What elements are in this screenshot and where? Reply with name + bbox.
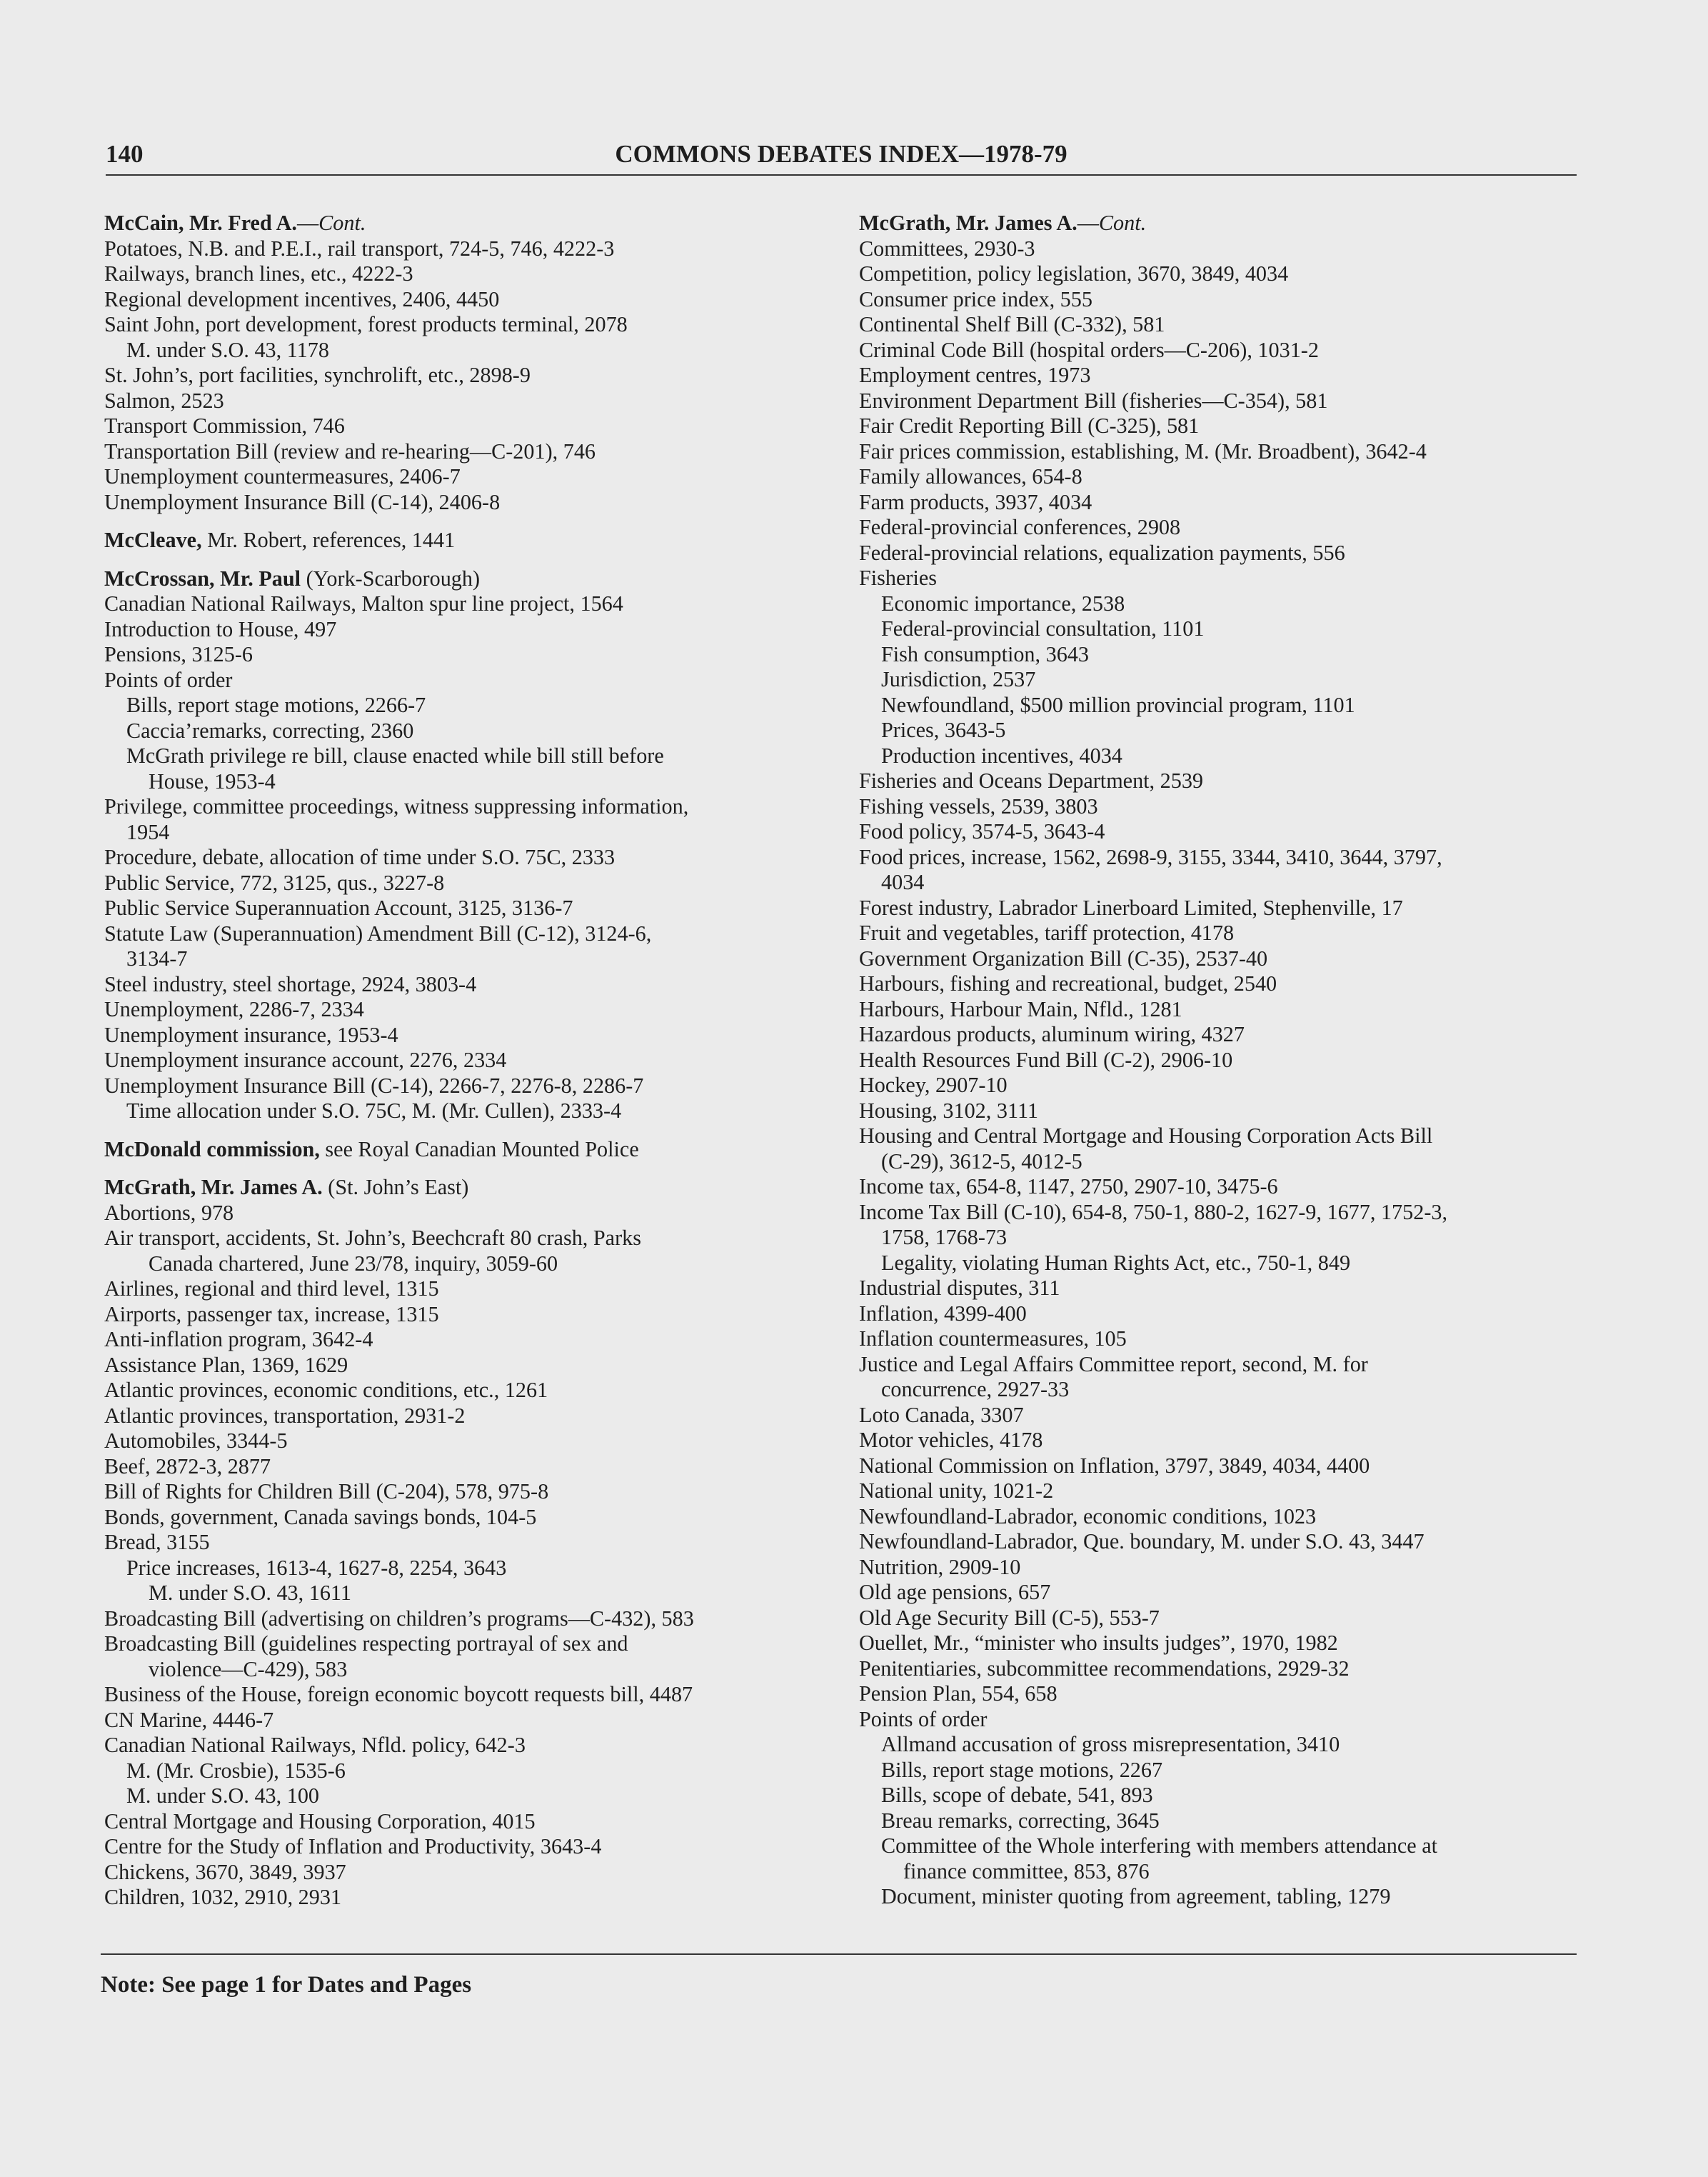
index-entry: M. (Mr. Crosbie), 1535-6 [126, 1758, 346, 1783]
index-entry: Fair Credit Reporting Bill (C-325), 581 [859, 414, 1200, 438]
index-entry: Unemployment countermeasures, 2406-7 [104, 464, 461, 489]
index-entry: finance committee, 853, 876 [903, 1858, 1150, 1883]
index-entry: Privilege, committee proceedings, witness suppressing information, [104, 794, 689, 819]
index-entry: Broadcasting Bill (advertising on children’s programs—C-432), 583 [104, 1606, 694, 1631]
heading-name: McCain, Mr. Fred A. [104, 211, 297, 235]
heading-continued: Cont. [1098, 211, 1147, 235]
index-entry: Fisheries [859, 566, 938, 590]
index-entry: Old age pensions, 657 [859, 1580, 1051, 1604]
index-entry: 1954 [126, 819, 170, 844]
index-entry: Atlantic provinces, economic conditions, etc., 1261 [104, 1378, 548, 1402]
page-header [106, 140, 1577, 176]
heading-name: McCleave, [104, 528, 202, 552]
index-entry: Railways, branch lines, etc., 4222-3 [104, 261, 413, 286]
index-entry: Unemployment, 2286-7, 2334 [104, 997, 364, 1021]
index-heading [104, 528, 833, 554]
index-entry: M. under S.O. 43, 1178 [126, 337, 329, 362]
index-entry: Housing, 3102, 3111 [859, 1098, 1039, 1123]
index-entry: 3134-7 [126, 946, 188, 971]
index-entry: Salmon, 2523 [104, 388, 224, 413]
index-entry: Unemployment insurance account, 2276, 2334 [104, 1048, 507, 1072]
index-entry: Canadian National Railways, Nfld. policy, 642-3 [104, 1733, 526, 1757]
index-entry: CN Marine, 4446-7 [104, 1707, 274, 1732]
index-entry: 1758, 1768-73 [881, 1225, 1008, 1249]
index-entry: Federal-provincial conferences, 2908 [859, 515, 1181, 539]
heading-separator: — [1077, 211, 1099, 235]
heading-name: McGrath, Mr. James A. [104, 1175, 323, 1199]
heading-detail: see Royal Canadian Mounted Police [319, 1136, 639, 1161]
index-entry: Economic importance, 2538 [881, 591, 1125, 616]
heading-separator: — [296, 211, 319, 235]
index-entry: Industrial disputes, 311 [859, 1276, 1060, 1300]
index-entry: Regional development incentives, 2406, 4450 [104, 286, 500, 311]
index-entry: Statute Law (Superannuation) Amendment Bill (C-12), 3124-6, [104, 921, 652, 946]
index-entry: Federal-provincial consultation, 1101 [881, 616, 1205, 641]
index-entry: Pensions, 3125-6 [104, 642, 253, 666]
index-entry: Newfoundland, $500 million provincial program, 1101 [881, 692, 1355, 717]
heading-name: McGrath, Mr. James A. [859, 211, 1077, 235]
index-entry: Prices, 3643-5 [881, 718, 1006, 742]
index-entry: Caccia’remarks, correcting, 2360 [126, 718, 414, 743]
index-entry: Justice and Legal Affairs Committee report, second, M. for [859, 1351, 1368, 1376]
index-entry: Bills, report stage motions, 2267 [881, 1757, 1163, 1782]
index-entry: Newfoundland-Labrador, Que. boundary, M. under S.O. 43, 3447 [859, 1529, 1425, 1553]
index-entry: House, 1953-4 [149, 769, 276, 794]
index-entry: Allmand accusation of gross misrepresentation, 3410 [881, 1732, 1340, 1756]
index-entry: Air transport, accidents, St. John’s, Beechcraft 80 crash, Parks [104, 1226, 641, 1250]
index-entry: Unemployment insurance, 1953-4 [104, 1022, 398, 1047]
index-entry: Criminal Code Bill (hospital orders—C-206), 1031-2 [859, 337, 1319, 362]
index-entry: Fair prices commission, establishing, M. (Mr. Broadbent), 3642-4 [859, 439, 1427, 464]
left-column [104, 211, 833, 1911]
index-entry: Canadian National Railways, Malton spur line project, 1564 [104, 591, 623, 616]
heading-detail: (St. John’s East) [322, 1175, 469, 1199]
index-entry: Fish consumption, 3643 [881, 641, 1089, 666]
index-entry: Income tax, 654-8, 1147, 2750, 2907-10, 3475-6 [859, 1174, 1278, 1198]
index-entry: Employment centres, 1973 [859, 363, 1091, 387]
index-heading [104, 1137, 833, 1163]
index-entry: Nutrition, 2909-10 [859, 1554, 1021, 1579]
index-entry: Procedure, debate, allocation of time under S.O. 75C, 2333 [104, 845, 616, 869]
index-entry: Bread, 3155 [104, 1530, 210, 1554]
index-entry: Government Organization Bill (C-35), 2537-40 [859, 946, 1268, 971]
index-entry: Environment Department Bill (fisheries—C-354), 581 [859, 388, 1328, 413]
index-entry: concurrence, 2927-33 [881, 1377, 1070, 1401]
index-entry: Airports, passenger tax, increase, 1315 [104, 1301, 439, 1326]
index-entry: Consumer price index, 555 [859, 286, 1092, 311]
index-entry: Bills, scope of debate, 541, 893 [881, 1783, 1153, 1807]
right-column [859, 211, 1587, 1910]
index-entry: Chickens, 3670, 3849, 3937 [104, 1859, 346, 1884]
index-entry: Old Age Security Bill (C-5), 553-7 [859, 1605, 1160, 1630]
index-entry: Committees, 2930-3 [859, 236, 1035, 261]
index-entry: Time allocation under S.O. 75C, M. (Mr. Cullen), 2333-4 [126, 1098, 622, 1123]
index-entry: Food prices, increase, 1562, 2698-9, 3155, 3344, 3410, 3644, 3797, [859, 844, 1442, 869]
index-entry: Fruit and vegetables, tariff protection, 4178 [859, 921, 1235, 945]
index-entry: Inflation countermeasures, 105 [859, 1326, 1127, 1351]
index-entry: violence—C-429), 583 [149, 1656, 348, 1681]
heading-detail: (York-Scarborough) [301, 566, 481, 591]
index-entry: Jurisdiction, 2537 [881, 667, 1036, 691]
index-entry: Hazardous products, aluminum wiring, 4327 [859, 1022, 1245, 1046]
index-entry: Steel industry, steel shortage, 2924, 3803-4 [104, 971, 477, 996]
index-entry: M. under S.O. 43, 100 [126, 1783, 320, 1808]
index-entry: Beef, 2872-3, 2877 [104, 1453, 271, 1478]
index-entry: Housing and Central Mortgage and Housing Corporation Acts Bill [859, 1123, 1433, 1148]
index-heading [104, 566, 833, 592]
index-entry: 4034 [881, 870, 925, 894]
index-entry: Bills, report stage motions, 2266-7 [126, 693, 426, 717]
index-entry: Harbours, Harbour Main, Nfld., 1281 [859, 996, 1182, 1021]
index-entry: Broadcasting Bill (guidelines respecting portrayal of sex and [104, 1631, 628, 1656]
index-entry: Committee of the Whole interfering with members attendance at [881, 1833, 1438, 1858]
index-entry: Potatoes, N.B. and P.E.I., rail transport, 724-5, 746, 4222-3 [104, 236, 615, 261]
index-entry: Public Service Superannuation Account, 3125, 3136-7 [104, 896, 573, 920]
index-entry: Transport Commission, 746 [104, 414, 345, 438]
index-entry: Inflation, 4399-400 [859, 1301, 1027, 1326]
index-entry: Continental Shelf Bill (C-332), 581 [859, 312, 1165, 336]
index-entry: Family allowances, 654-8 [859, 464, 1082, 489]
footer-note: Note: See page 1 for Dates and Pages [101, 1972, 472, 1998]
index-entry: Price increases, 1613-4, 1627-8, 2254, 3643 [126, 1555, 507, 1580]
heading-continued: Cont. [318, 211, 366, 235]
index-entry: Bonds, government, Canada savings bonds, 104-5 [104, 1504, 537, 1529]
index-entry: Fisheries and Oceans Department, 2539 [859, 769, 1204, 793]
index-entry: Motor vehicles, 4178 [859, 1428, 1043, 1452]
index-entry: Airlines, regional and third level, 1315 [104, 1276, 439, 1301]
index-entry: Anti-inflation program, 3642-4 [104, 1327, 373, 1351]
index-entry: Introduction to House, 497 [104, 616, 337, 641]
index-entry: Farm products, 3937, 4034 [859, 489, 1092, 514]
index-entry: Food policy, 3574-5, 3643-4 [859, 819, 1105, 844]
index-entry: Central Mortgage and Housing Corporation, 4015 [104, 1808, 536, 1833]
heading-name: McCrossan, Mr. Paul [104, 566, 301, 591]
index-entry: (C-29), 3612-5, 4012-5 [881, 1148, 1082, 1173]
index-entry: Bill of Rights for Children Bill (C-204), 578, 975-8 [104, 1479, 549, 1503]
index-entry: Unemployment Insurance Bill (C-14), 2266-7, 2276-8, 2286-7 [104, 1073, 644, 1098]
footer-rule [101, 1953, 1577, 1955]
index-entry: Public Service, 772, 3125, qus., 3227-8 [104, 870, 445, 895]
index-entry: Abortions, 978 [104, 1200, 234, 1225]
index-entry: Assistance Plan, 1369, 1629 [104, 1352, 348, 1377]
index-entry: Competition, policy legislation, 3670, 3849, 4034 [859, 261, 1289, 286]
page-number: 140 [106, 140, 144, 168]
index-entry: Ouellet, Mr., “minister who insults judges”, 1970, 1982 [859, 1631, 1338, 1655]
heading-name: McDonald commission, [104, 1136, 320, 1161]
index-entry: Points of order [859, 1706, 988, 1731]
index-entry: Document, minister quoting from agreement, tabling, 1279 [881, 1884, 1391, 1908]
index-entry: National unity, 1021-2 [859, 1478, 1054, 1503]
index-entry: Children, 1032, 2910, 2931 [104, 1885, 342, 1909]
index-entry: Income Tax Bill (C-10), 654-8, 750-1, 880-2, 1627-9, 1677, 1752-3, [859, 1199, 1448, 1224]
index-entry: M. under S.O. 43, 1611 [149, 1581, 351, 1605]
index-entry: McGrath privilege re bill, clause enacted while bill still before [126, 744, 664, 768]
index-entry: Fishing vessels, 2539, 3803 [859, 794, 1098, 819]
index-entry: Pension Plan, 554, 658 [859, 1681, 1058, 1706]
index-entry: Penitentiaries, subcommittee recommendations, 2929-32 [859, 1656, 1350, 1681]
index-entry: Loto Canada, 3307 [859, 1402, 1024, 1427]
index-entry: National Commission on Inflation, 3797, 3849, 4034, 4400 [859, 1453, 1370, 1478]
heading-detail: Mr. Robert, references, 1441 [201, 528, 456, 552]
index-heading [104, 211, 833, 236]
index-entry: Forest industry, Labrador Linerboard Limited, Stephenville, 17 [859, 895, 1403, 920]
index-entry: Newfoundland-Labrador, economic conditions, 1023 [859, 1503, 1317, 1528]
index-entry: Breau remarks, correcting, 3645 [881, 1808, 1160, 1833]
index-entry: Points of order [104, 667, 233, 692]
index-entry: Automobiles, 3344-5 [104, 1428, 288, 1453]
index-heading [859, 211, 1587, 236]
index-entry: Federal-provincial relations, equalization payments, 556 [859, 540, 1345, 565]
index-entry: Health Resources Fund Bill (C-2), 2906-10 [859, 1047, 1233, 1072]
index-entry: Business of the House, foreign economic boycott requests bill, 4487 [104, 1682, 693, 1706]
index-entry: Canada chartered, June 23/78, inquiry, 3059-60 [149, 1251, 558, 1276]
index-entry: Production incentives, 4034 [881, 743, 1122, 768]
index-entry: Centre for the Study of Inflation and Productivity, 3643-4 [104, 1834, 602, 1858]
index-entry: Atlantic provinces, transportation, 2931-2 [104, 1403, 466, 1428]
index-entry: Legality, violating Human Rights Act, etc., 750-1, 849 [881, 1250, 1351, 1275]
index-entry: St. John’s, port facilities, synchrolift, etc., 2898-9 [104, 363, 531, 387]
page-title: COMMONS DEBATES INDEX—1978-79 [615, 140, 1068, 168]
index-entry: Transportation Bill (review and re-hearing—C-201), 746 [104, 439, 596, 464]
index-entry: Hockey, 2907-10 [859, 1073, 1008, 1097]
index-entry: Saint John, port development, forest products terminal, 2078 [104, 312, 628, 336]
index-heading [104, 1175, 833, 1201]
index-entry: Harbours, fishing and recreational, budget, 2540 [859, 971, 1277, 996]
index-entry: Unemployment Insurance Bill (C-14), 2406-8 [104, 489, 501, 514]
